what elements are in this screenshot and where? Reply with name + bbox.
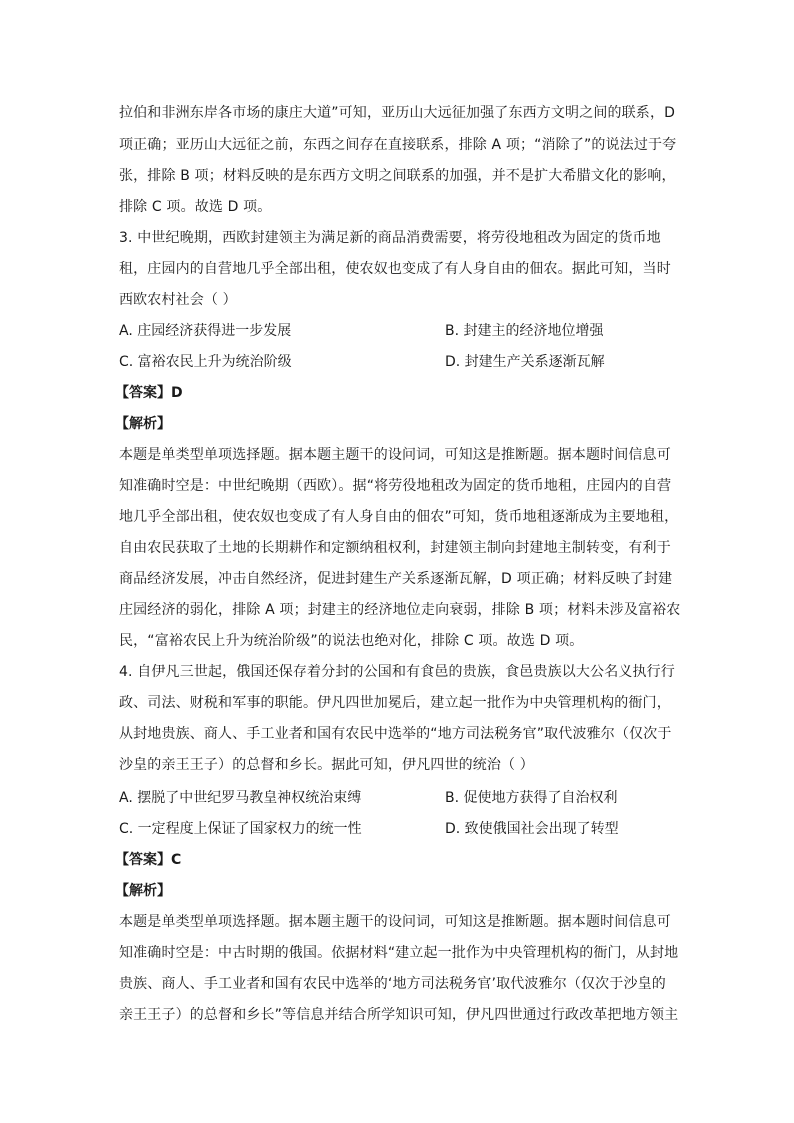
analysis-label: 【解析】 — [115, 883, 171, 899]
option-b: B. 封建主的经济地位增强 — [445, 323, 604, 339]
analysis-line: 商品经济发展，冲击自然经济，促进封建生产关系逐渐瓦解，D 项正确；材料反映了封建 — [119, 571, 673, 587]
text-line: 拉伯和非洲东岸各市场的康庄大道”可知，亚历山大远征加强了东西方文明之间的联系，D — [119, 105, 676, 121]
question-stem: 3. 中世纪晚期，西欧封建领主为满足新的商品消费需要，将劳役地租改为固定的货币地 — [119, 230, 661, 246]
analysis-line: 亲王王子）的总督和乡长”等信息并结合所学知识可知，伊凡四世通过行政改革把地方领主 — [119, 1007, 679, 1023]
question-stem: 西欧农村社会（ ） — [119, 292, 237, 308]
question-stem: 4. 自伊凡三世起，俄国还保存着分封的公国和有食邑的贵族，食邑贵族以大公名义执行行 — [119, 664, 675, 680]
question-stem: 沙皇的亲王王子）的总督和乡长。据此可知，伊凡四世的统治（ ） — [119, 757, 534, 773]
text-line: 排除 C 项。故选 D 项。 — [119, 199, 272, 215]
analysis-line: 本题是单类型单项选择题。据本题主题干的设问词，可知这是推断题。据本题时间信息可 — [119, 447, 671, 463]
analysis-line: 地几乎全部出租，使农奴也变成了有人身自由的佃农”可知，货币地租逐渐成为主要地租， — [119, 509, 679, 525]
option-a: A. 庄园经济获得进一步发展 — [119, 323, 292, 339]
analysis-line: 贵族、商人、手工业者和国有农民中选举的‘地方司法税务官’取代波雅尔（仅次于沙皇的 — [119, 976, 666, 992]
analysis-line: 本题是单类型单项选择题。据本题主题干的设问词，可知这是推断题。据本题时间信息可 — [119, 914, 671, 930]
analysis-line: 庄园经济的弱化，排除 A 项；封建主的经济地位走向衰弱，排除 B 项；材料未涉及富裕农 — [119, 602, 681, 618]
option-b: B. 促使地方获得了自治权利 — [445, 790, 618, 806]
text-line: 项正确；亚历山大远征之前，东西之间存在直接联系，排除 A 项；“消除了”的说法过于夸 — [119, 137, 677, 153]
question-stem: 政、司法、财税和军事的职能。伊凡四世加冕后，建立起一批作为中央管理机构的衙门， — [119, 695, 671, 711]
answer-label: 【答案】D — [115, 385, 183, 401]
question-stem: 从封地贵族、商人、手工业者和国有农民中选举的“地方司法税务官”取代波雅尔（仅次于 — [119, 726, 672, 742]
question-stem: 租，庄园内的自营地几乎全部出租，使农奴也变成了有人身自由的佃农。据此可知，当时 — [119, 261, 671, 277]
option-d: D. 致使俄国社会出现了转型 — [445, 821, 619, 837]
option-d: D. 封建生产关系逐渐瓦解 — [445, 354, 605, 370]
text-line: 张，排除 B 项；材料反映的是东西方文明之间联系的加强，并不是扩大希腊文化的影响， — [119, 168, 676, 184]
option-c: C. 富裕农民上升为统治阶级 — [119, 354, 292, 370]
analysis-line: 民，“富裕农民上升为统治阶级”的说法也绝对化，排除 C 项。故选 D 项。 — [119, 633, 584, 649]
analysis-line: 自由农民获取了土地的长期耕作和定额纳租权利，封建领主制向封建地主制转变，有利于 — [119, 540, 671, 556]
option-c: C. 一定程度上保证了国家权力的统一性 — [119, 821, 362, 837]
analysis-label: 【解析】 — [115, 416, 171, 432]
analysis-line: 知准确时空是：中古时期的俄国。依据材料“建立起一批作为中央管理机构的衙门，从封地 — [119, 945, 679, 961]
option-a: A. 摆脱了中世纪罗马教皇神权统治束缚 — [119, 790, 362, 806]
answer-label: 【答案】C — [115, 852, 182, 868]
analysis-line: 知准确时空是：中世纪晚期（西欧）。据“将劳役地租改为固定的货币地租，庄园内的自营 — [119, 478, 672, 494]
